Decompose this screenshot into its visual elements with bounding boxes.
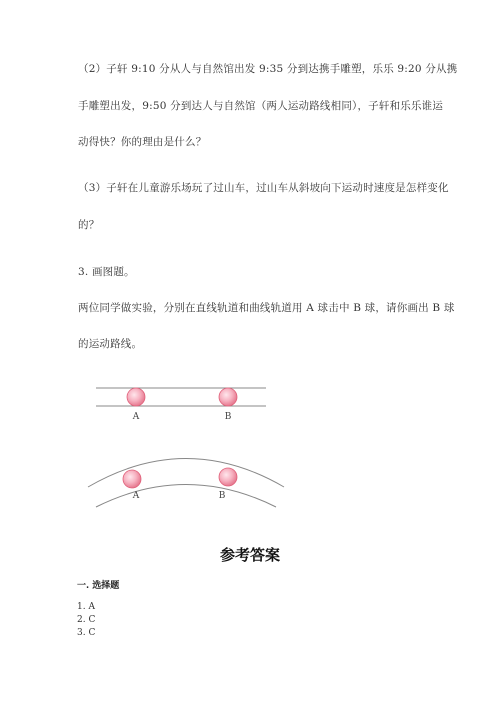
answer-item-1: 1. A — [77, 602, 95, 612]
question-2-line-3: 动得快？你的理由是什么？ — [78, 136, 207, 148]
curved-ball-a — [123, 470, 141, 488]
straight-label-a: A — [132, 412, 140, 422]
straight-ball-a — [127, 388, 145, 406]
drawing-task-line-1: 两位同学做实验，分别在直线轨道和曲线轨道用 A 球击中 B 球，请你画出 B 球 — [78, 302, 455, 314]
answer-section-heading: 一. 选择题 — [77, 581, 120, 591]
drawing-task-heading: 3. 画图题。 — [78, 266, 135, 278]
straight-ball-b — [219, 388, 237, 406]
curved-track-outer-rail — [88, 459, 284, 488]
answer-item-3: 3. C — [77, 628, 96, 638]
curved-label-b: B — [218, 491, 226, 501]
question-2-line-1: （2）子轩 9:10 分从人与自然馆出发 9:35 分到达携手雕塑，乐乐 9:20 分从携 — [78, 63, 458, 75]
answer-item-2: 2. C — [77, 615, 96, 625]
question-3-line-2: 的？ — [78, 219, 100, 231]
answer-key-title: 参考答案 — [219, 546, 280, 564]
curved-ball-b — [219, 468, 237, 486]
curved-track-inner-rail — [96, 485, 276, 508]
drawing-task-line-2: 的运动路线。 — [78, 338, 143, 350]
question-3-line-1: （3）子轩在儿童游乐场玩了过山车，过山车从斜坡向下运动时速度是怎样变化 — [78, 182, 449, 194]
curved-label-a: A — [132, 491, 140, 501]
question-2-line-2: 手雕塑出发，9:50 分到达人与自然馆（两人运动路线相同），子轩和乐乐谁运 — [78, 100, 444, 112]
straight-label-b: B — [224, 412, 232, 422]
